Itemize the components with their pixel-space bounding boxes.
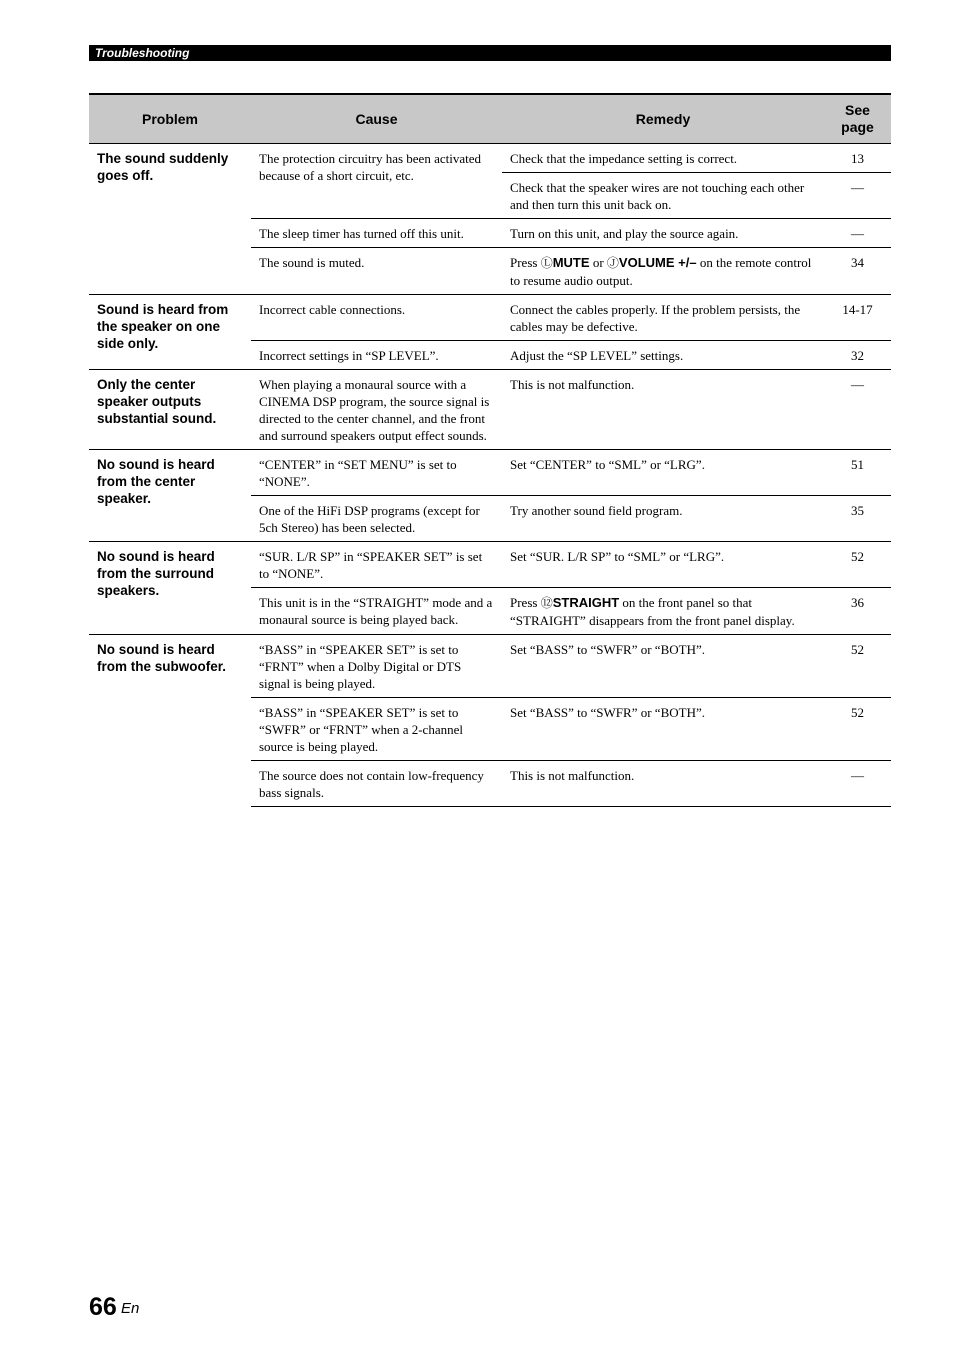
see-page-cell: 36: [824, 588, 891, 635]
section-title: Troubleshooting: [95, 46, 190, 60]
page-number: 66: [89, 1293, 117, 1321]
problem-cell: No sound is heard from the surround speakers.: [89, 542, 251, 635]
table-row: [89, 295, 891, 341]
column-header-problem: Problem: [89, 94, 251, 144]
cause-cell: The protection circuitry has been activated because of a short circuit, etc.: [251, 144, 502, 219]
see-page-cell: 52: [824, 698, 891, 761]
column-header-see-page: See page: [824, 94, 891, 144]
language-label: En: [121, 1300, 140, 1317]
troubleshooting-table: [89, 93, 891, 807]
cause-cell: The sound is muted.: [251, 248, 502, 295]
see-page-cell: 52: [824, 635, 891, 698]
problem-cell: No sound is heard from the subwoofer.: [89, 635, 251, 807]
cause-cell: “BASS” in “SPEAKER SET” is set to “SWFR” or “FRNT” when a 2-channel source is being played.: [251, 698, 502, 761]
see-page-cell: 52: [824, 542, 891, 588]
key-name: MUTE: [552, 255, 590, 270]
see-page-cell: 14-17: [824, 295, 891, 341]
remedy-cell: Try another sound field program.: [502, 496, 824, 542]
table-row: [89, 542, 891, 588]
remedy-text: on the remote control to resume audio output.: [510, 255, 812, 288]
see-page-cell: 13: [824, 144, 891, 173]
key-name: VOLUME +/–: [618, 255, 697, 270]
see-page-cell: 51: [824, 450, 891, 496]
remedy-text: Press: [510, 595, 541, 610]
cause-cell: “SUR. L/R SP” in “SPEAKER SET” is set to “NONE”.: [251, 542, 502, 588]
table-row: [89, 450, 891, 496]
cause-cell: One of the HiFi DSP programs (except for 5ch Stereo) has been selected.: [251, 496, 502, 542]
cause-cell: “CENTER” in “SET MENU” is set to “NONE”.: [251, 450, 502, 496]
remedy-cell: Check that the speaker wires are not touching each other and then turn this unit back on.: [502, 173, 824, 219]
remedy-cell: Set “BASS” to “SWFR” or “BOTH”.: [502, 698, 824, 761]
column-header-cause: Cause: [251, 94, 502, 144]
problem-cell: Sound is heard from the speaker on one side only.: [89, 295, 251, 370]
remedy-cell: Check that the impedance setting is correct.: [502, 144, 824, 173]
cause-cell: Incorrect settings in “SP LEVEL”.: [251, 341, 502, 370]
remedy-cell: [502, 248, 824, 295]
problem-cell: The sound suddenly goes off.: [89, 144, 251, 295]
table-row: [89, 144, 891, 173]
problem-cell: No sound is heard from the center speaker.: [89, 450, 251, 542]
column-header-remedy: Remedy: [502, 94, 824, 144]
cause-cell: The source does not contain low-frequency bass signals.: [251, 761, 502, 807]
remedy-cell: Turn on this unit, and play the source again.: [502, 219, 824, 248]
remedy-cell: Adjust the “SP LEVEL” settings.: [502, 341, 824, 370]
remedy-text: on the front panel so that “STRAIGHT” disappears from the front panel display.: [510, 595, 795, 628]
see-page-cell: —: [824, 173, 891, 219]
remedy-text: Press: [510, 255, 541, 270]
key-name: STRAIGHT: [552, 595, 620, 610]
remedy-cell: This is not malfunction.: [502, 761, 824, 807]
table-body: [89, 144, 891, 807]
table-row: [89, 635, 891, 698]
remedy-text: or: [589, 255, 607, 270]
remedy-cell: This is not malfunction.: [502, 370, 824, 450]
problem-cell: Only the center speaker outputs substantial sound.: [89, 370, 251, 450]
see-page-cell: 32: [824, 341, 891, 370]
key-number-icon: Ⓙ: [606, 256, 619, 270]
table-row: [89, 370, 891, 450]
remedy-cell: Connect the cables properly. If the problem persists, the cables may be defective.: [502, 295, 824, 341]
cause-cell: When playing a monaural source with a CINEMA DSP program, the source signal is directed to the center channel, and the front and surround speakers output effect sounds.: [251, 370, 502, 450]
see-page-cell: —: [824, 219, 891, 248]
remedy-cell: Set “SUR. L/R SP” to “SML” or “LRG”.: [502, 542, 824, 588]
table-header-row: [89, 94, 891, 144]
key-number-icon: Ⓛ: [540, 256, 553, 270]
see-page-cell: 34: [824, 248, 891, 295]
see-page-cell: —: [824, 370, 891, 450]
remedy-cell: Set “BASS” to “SWFR” or “BOTH”.: [502, 635, 824, 698]
cause-cell: Incorrect cable connections.: [251, 295, 502, 341]
see-page-cell: 35: [824, 496, 891, 542]
remedy-cell: [502, 588, 824, 635]
cause-cell: The sleep timer has turned off this unit.: [251, 219, 502, 248]
remedy-cell: Set “CENTER” to “SML” or “LRG”.: [502, 450, 824, 496]
key-number-icon: ⑫: [540, 596, 553, 610]
see-page-cell: —: [824, 761, 891, 807]
cause-cell: This unit is in the “STRAIGHT” mode and a monaural source is being played back.: [251, 588, 502, 635]
section-header-bar: [89, 45, 891, 61]
cause-cell: “BASS” in “SPEAKER SET” is set to “FRNT” when a Dolby Digital or DTS signal is being played.: [251, 635, 502, 698]
